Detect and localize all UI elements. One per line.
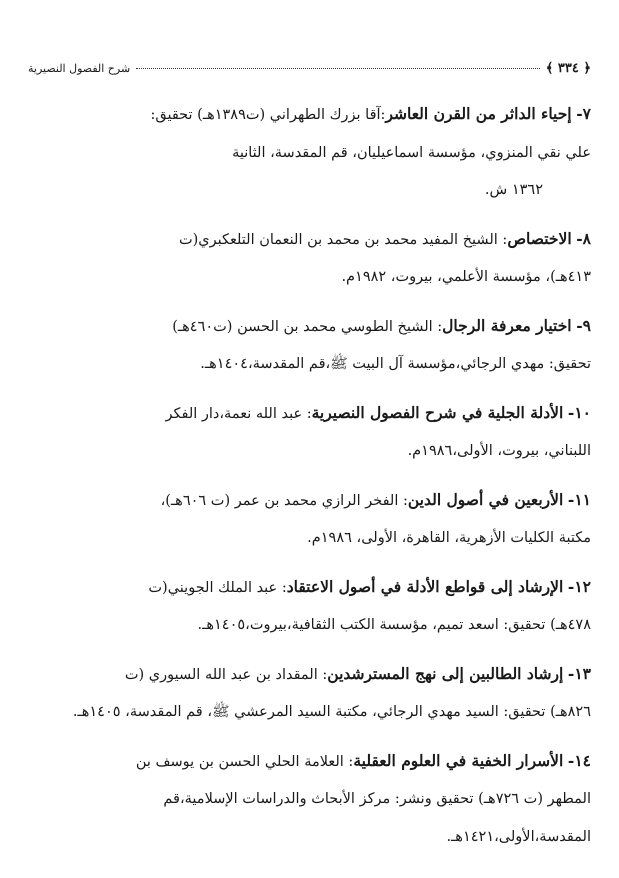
entry-title: الأربعين في أصول الدين bbox=[407, 489, 564, 509]
entry-text: : الشيخ الطوسي محمد بن الحسن (ت٤٦٠هـ) bbox=[172, 318, 443, 335]
entry-line: ٨٢٦هـ) تحقيق: السيد مهدي الرجائي، مكتبة السيد المرعشي ﷺ، قم المقدسة، ١٤٠٥هـ. bbox=[72, 704, 591, 720]
entry-title: الأسرار الخفية في العلوم العقلية bbox=[353, 750, 564, 770]
running-header bbox=[28, 55, 591, 81]
entry-line: ٤١٣هـ)، مؤسسة الأعلمي، بيروت، ١٩٨٢م. bbox=[341, 269, 591, 285]
bib-entry bbox=[28, 307, 591, 384]
entry-text: : المقداد بن عبد الله السيوري (ت bbox=[124, 666, 328, 683]
entry-title: الإرشاد إلى قواطع الأدلة في أصول الاعتقاد bbox=[286, 576, 564, 596]
entry-number: ١٢- bbox=[567, 576, 591, 596]
entry-line bbox=[28, 220, 591, 260]
entry-title: الأدلة الجلية في شرح الفصول النصيرية bbox=[311, 402, 564, 422]
entry-line bbox=[28, 481, 591, 521]
bib-entry bbox=[28, 220, 591, 297]
entry-line bbox=[28, 95, 591, 135]
entry-line bbox=[28, 655, 591, 695]
entry-number: ١١- bbox=[567, 489, 591, 509]
entry-text: :آقا بزرك الطهراني (ت١٣٨٩هـ) تحقيق: bbox=[150, 107, 386, 123]
entry-line bbox=[28, 394, 591, 434]
entry-text: : عبد الملك الجويني(ت bbox=[148, 579, 287, 596]
bib-entry bbox=[28, 568, 591, 645]
entry-title: الاختصاص bbox=[507, 228, 572, 248]
bib-entry bbox=[28, 481, 591, 558]
header-dots-divider bbox=[136, 67, 540, 69]
entry-line: تحقيق: مهدي الرجائي،مؤسسة آل البيت ﷺ،قم المقدسة،١٤٠٤هـ. bbox=[200, 356, 591, 372]
entry-text: : الشيخ المفيد محمد بن محمد بن النعمان التلعكبري(ت bbox=[178, 231, 508, 248]
entry-line bbox=[28, 307, 591, 347]
entry-number: ٨- bbox=[576, 228, 591, 248]
entry-number: ٩- bbox=[576, 315, 591, 335]
bib-entry bbox=[28, 394, 591, 471]
entry-line: اللبناني، بيروت، الأولى،١٩٨٦م. bbox=[407, 443, 591, 459]
entry-text: : عبد الله نعمة،دار الفكر bbox=[165, 405, 312, 422]
entry-title: إرشاد الطالبين إلى نهج المسترشدين bbox=[327, 663, 564, 683]
bib-entry bbox=[28, 655, 591, 732]
entry-title: إحياء الداثر من القرن العاشر bbox=[385, 104, 572, 123]
entry-line: المطهر (ت ٧٢٦هـ) تحقيق ونشر: مركز الأبحاث والدراسات الإسلامية،قم bbox=[163, 791, 591, 807]
entry-number: ١٣- bbox=[567, 663, 591, 683]
entry-number: ١٤- bbox=[567, 750, 591, 770]
running-title: شرح الفصول النصيرية bbox=[28, 61, 131, 75]
entry-line bbox=[28, 742, 591, 782]
entry-line: علي نقي المنزوي، مؤسسة اسماعيليان، قم المقدسة، الثانية bbox=[232, 144, 591, 161]
entry-title: اختيار معرفة الرجال bbox=[442, 315, 572, 335]
entry-line bbox=[28, 568, 591, 608]
entry-text: : العلامة الحلي الحسن بن يوسف بن bbox=[135, 753, 354, 770]
entry-number: ٧- bbox=[576, 104, 591, 123]
entry-text: : الفخر الرازي محمد بن عمر (ت ٦٠٦هـ)، bbox=[160, 492, 408, 509]
entry-line: المقدسة،الأولى،١٤٢١هـ. bbox=[446, 828, 591, 845]
entry-line: ١٣٦٢ ش. bbox=[484, 182, 543, 198]
bib-entry bbox=[28, 95, 591, 210]
entry-number: ١٠- bbox=[567, 402, 591, 422]
page-number: ﴿ ٣٣٤ ﴾ bbox=[545, 60, 591, 76]
bib-entry bbox=[28, 742, 591, 857]
entry-line: ٤٧٨هـ) تحقيق: اسعد تميم، مؤسسة الكتب الثقافية،بيروت،١٤٠٥هـ. bbox=[197, 617, 591, 633]
bibliography-list bbox=[28, 95, 591, 866]
entry-line: مكتبة الكليات الأزهرية، القاهرة، الأولى، ١٩٨٦م. bbox=[307, 530, 591, 546]
